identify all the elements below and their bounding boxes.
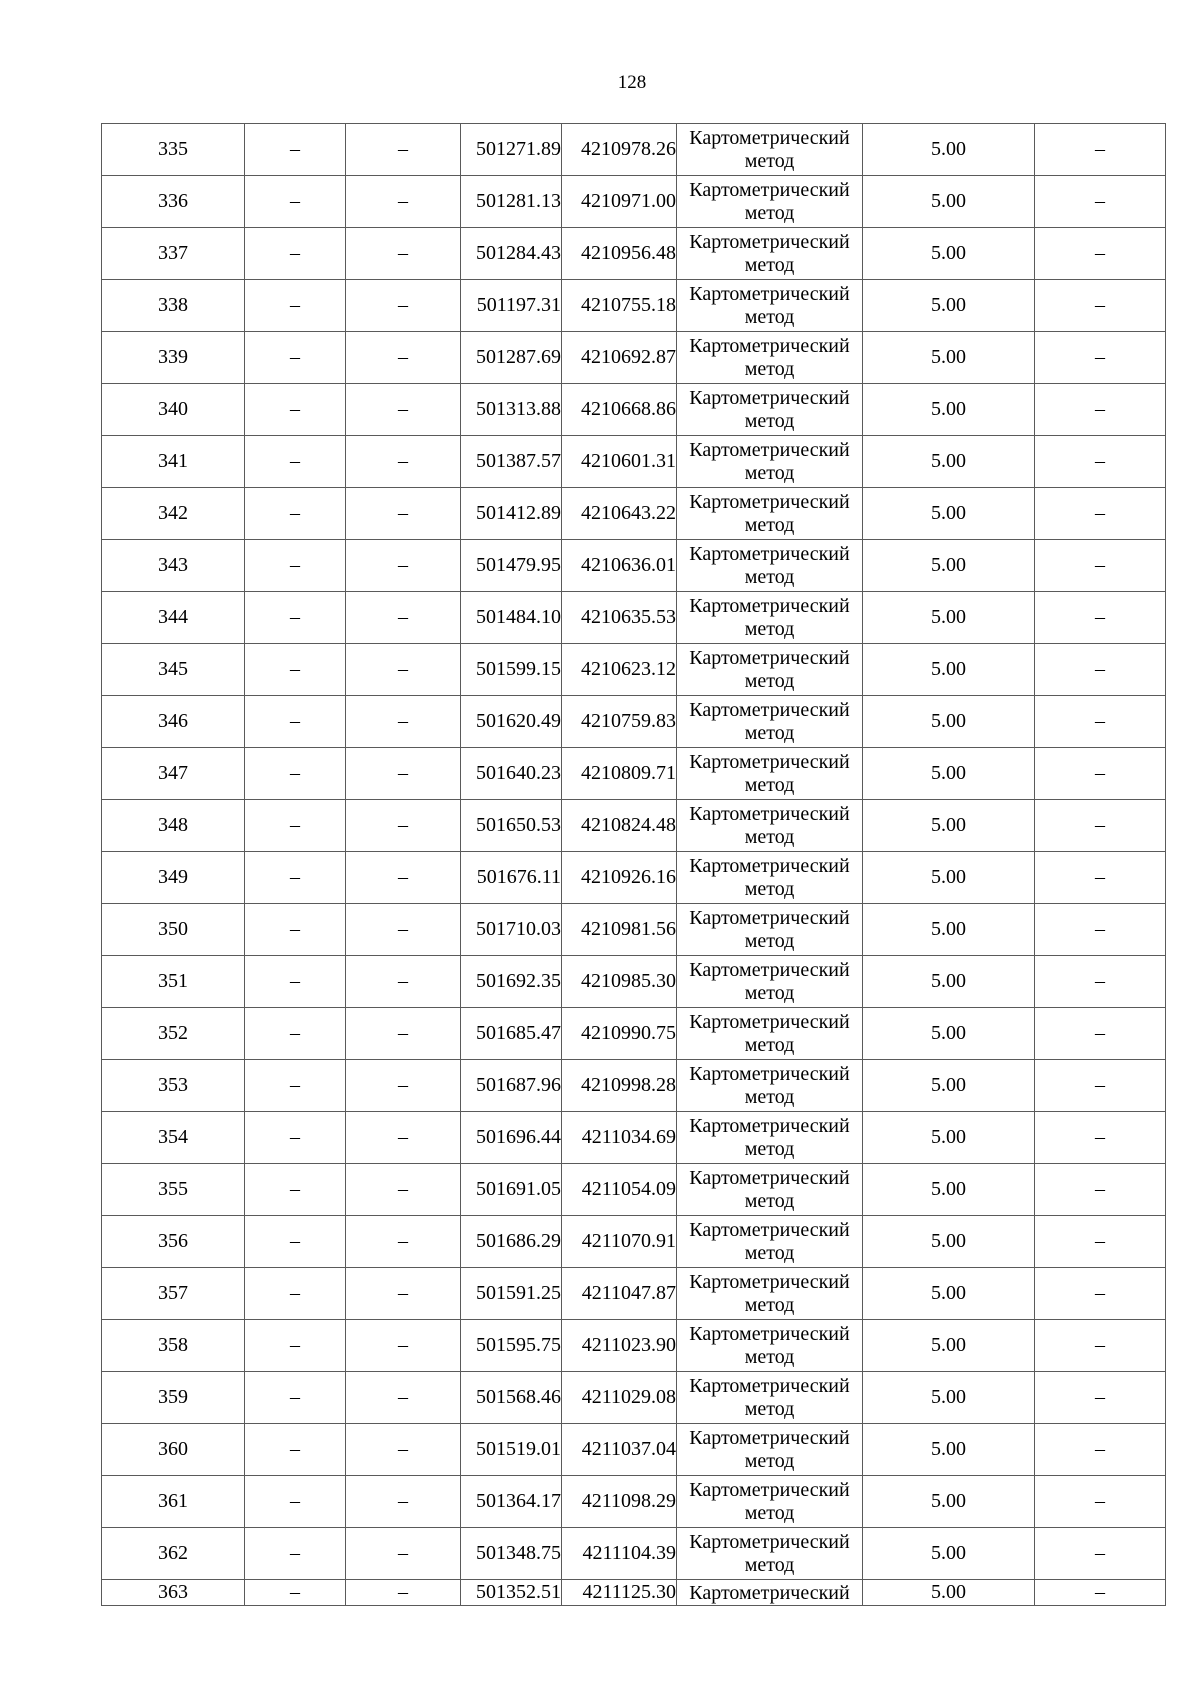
table-body <box>102 124 1166 1606</box>
point-number-cell: 356 <box>102 1216 245 1268</box>
dash-cell: – <box>245 1580 346 1606</box>
point-number-cell: 349 <box>102 852 245 904</box>
table-row <box>102 696 1166 748</box>
accuracy-cell: 5.00 <box>863 280 1035 332</box>
dash-cell: – <box>245 1112 346 1164</box>
coordinate-y-cell: 4211037.04 <box>562 1424 677 1476</box>
point-number-cell: 355 <box>102 1164 245 1216</box>
dash-cell: – <box>245 1164 346 1216</box>
coordinate-x-cell: 501691.05 <box>461 1164 562 1216</box>
table-row <box>102 1268 1166 1320</box>
accuracy-cell: 5.00 <box>863 1216 1035 1268</box>
method-cell: Картометрический метод <box>677 748 863 800</box>
method-cell: Картометрический <box>677 1580 863 1606</box>
accuracy-cell: 5.00 <box>863 696 1035 748</box>
table-row <box>102 1060 1166 1112</box>
coordinate-x-cell: 501591.25 <box>461 1268 562 1320</box>
dash-cell: – <box>1035 1060 1166 1112</box>
coordinate-x-cell: 501685.47 <box>461 1008 562 1060</box>
table-row <box>102 800 1166 852</box>
coordinate-x-cell: 501595.75 <box>461 1320 562 1372</box>
point-number-cell: 350 <box>102 904 245 956</box>
accuracy-cell: 5.00 <box>863 1060 1035 1112</box>
table-row <box>102 1112 1166 1164</box>
coordinate-y-cell: 4210809.71 <box>562 748 677 800</box>
table-row <box>102 956 1166 1008</box>
table-row <box>102 852 1166 904</box>
dash-cell: – <box>245 1320 346 1372</box>
dash-cell: – <box>346 384 461 436</box>
point-number-cell: 348 <box>102 800 245 852</box>
dash-cell: – <box>245 280 346 332</box>
table-row <box>102 1580 1166 1606</box>
point-number-cell: 361 <box>102 1476 245 1528</box>
coordinates-table <box>101 123 1166 1606</box>
table-row <box>102 748 1166 800</box>
coordinate-y-cell: 4211029.08 <box>562 1372 677 1424</box>
table-row <box>102 436 1166 488</box>
table-row <box>102 332 1166 384</box>
dash-cell: – <box>346 748 461 800</box>
method-cell: Картометрический метод <box>677 1372 863 1424</box>
coordinate-x-cell: 501599.15 <box>461 644 562 696</box>
dash-cell: – <box>245 540 346 592</box>
table-row <box>102 1008 1166 1060</box>
dash-cell: – <box>1035 956 1166 1008</box>
accuracy-cell: 5.00 <box>863 332 1035 384</box>
accuracy-cell: 5.00 <box>863 384 1035 436</box>
method-cell: Картометрический метод <box>677 852 863 904</box>
method-cell: Картометрический метод <box>677 540 863 592</box>
coordinate-x-cell: 501284.43 <box>461 228 562 280</box>
dash-cell: – <box>346 800 461 852</box>
coordinate-y-cell: 4210985.30 <box>562 956 677 1008</box>
point-number-cell: 344 <box>102 592 245 644</box>
accuracy-cell: 5.00 <box>863 124 1035 176</box>
accuracy-cell: 5.00 <box>863 540 1035 592</box>
table-row <box>102 1528 1166 1580</box>
dash-cell: – <box>1035 696 1166 748</box>
coordinate-y-cell: 4210990.75 <box>562 1008 677 1060</box>
accuracy-cell: 5.00 <box>863 592 1035 644</box>
table-row <box>102 1320 1166 1372</box>
dash-cell: – <box>245 1476 346 1528</box>
dash-cell: – <box>1035 124 1166 176</box>
method-cell: Картометрический метод <box>677 1112 863 1164</box>
accuracy-cell: 5.00 <box>863 644 1035 696</box>
dash-cell: – <box>245 1372 346 1424</box>
dash-cell: – <box>346 1008 461 1060</box>
point-number-cell: 339 <box>102 332 245 384</box>
dash-cell: – <box>346 540 461 592</box>
accuracy-cell: 5.00 <box>863 1268 1035 1320</box>
dash-cell: – <box>245 592 346 644</box>
dash-cell: – <box>346 592 461 644</box>
dash-cell: – <box>1035 1320 1166 1372</box>
method-cell: Картометрический метод <box>677 1268 863 1320</box>
coordinate-y-cell: 4210601.31 <box>562 436 677 488</box>
point-number-cell: 335 <box>102 124 245 176</box>
dash-cell: – <box>1035 228 1166 280</box>
point-number-cell: 346 <box>102 696 245 748</box>
point-number-cell: 338 <box>102 280 245 332</box>
coordinate-y-cell: 4210623.12 <box>562 644 677 696</box>
coordinate-x-cell: 501676.11 <box>461 852 562 904</box>
point-number-cell: 345 <box>102 644 245 696</box>
coordinate-x-cell: 501640.23 <box>461 748 562 800</box>
accuracy-cell: 5.00 <box>863 1164 1035 1216</box>
coordinate-y-cell: 4210998.28 <box>562 1060 677 1112</box>
coordinate-x-cell: 501620.49 <box>461 696 562 748</box>
point-number-cell: 354 <box>102 1112 245 1164</box>
dash-cell: – <box>1035 592 1166 644</box>
dash-cell: – <box>245 1424 346 1476</box>
coordinate-y-cell: 4211023.90 <box>562 1320 677 1372</box>
dash-cell: – <box>1035 176 1166 228</box>
dash-cell: – <box>346 1060 461 1112</box>
coordinate-y-cell: 4210643.22 <box>562 488 677 540</box>
dash-cell: – <box>1035 1476 1166 1528</box>
dash-cell: – <box>1035 1164 1166 1216</box>
coordinate-x-cell: 501197.31 <box>461 280 562 332</box>
method-cell: Картометрический метод <box>677 436 863 488</box>
table-row <box>102 1216 1166 1268</box>
dash-cell: – <box>1035 644 1166 696</box>
dash-cell: – <box>1035 436 1166 488</box>
method-cell: Картометрический метод <box>677 176 863 228</box>
accuracy-cell: 5.00 <box>863 1112 1035 1164</box>
dash-cell: – <box>346 332 461 384</box>
dash-cell: – <box>1035 488 1166 540</box>
dash-cell: – <box>1035 332 1166 384</box>
dash-cell: – <box>1035 280 1166 332</box>
accuracy-cell: 5.00 <box>863 1008 1035 1060</box>
coordinate-x-cell: 501281.13 <box>461 176 562 228</box>
table-row <box>102 1424 1166 1476</box>
coordinate-x-cell: 501364.17 <box>461 1476 562 1528</box>
coordinate-y-cell: 4211098.29 <box>562 1476 677 1528</box>
coordinate-x-cell: 501287.69 <box>461 332 562 384</box>
point-number-cell: 347 <box>102 748 245 800</box>
point-number-cell: 363 <box>102 1580 245 1606</box>
accuracy-cell: 5.00 <box>863 1424 1035 1476</box>
method-cell: Картометрический метод <box>677 1528 863 1580</box>
coordinate-y-cell: 4210956.48 <box>562 228 677 280</box>
accuracy-cell: 5.00 <box>863 1372 1035 1424</box>
dash-cell: – <box>245 1060 346 1112</box>
dash-cell: – <box>346 228 461 280</box>
dash-cell: – <box>346 1164 461 1216</box>
dash-cell: – <box>1035 384 1166 436</box>
dash-cell: – <box>346 1320 461 1372</box>
accuracy-cell: 5.00 <box>863 488 1035 540</box>
accuracy-cell: 5.00 <box>863 1320 1035 1372</box>
accuracy-cell: 5.00 <box>863 800 1035 852</box>
accuracy-cell: 5.00 <box>863 904 1035 956</box>
method-cell: Картометрический метод <box>677 592 863 644</box>
dash-cell: – <box>346 696 461 748</box>
table-row <box>102 124 1166 176</box>
dash-cell: – <box>346 904 461 956</box>
point-number-cell: 343 <box>102 540 245 592</box>
coordinate-x-cell: 501686.29 <box>461 1216 562 1268</box>
dash-cell: – <box>346 488 461 540</box>
dash-cell: – <box>346 1580 461 1606</box>
method-cell: Картометрический метод <box>677 488 863 540</box>
dash-cell: – <box>1035 1372 1166 1424</box>
dash-cell: – <box>1035 1112 1166 1164</box>
method-cell: Картометрический метод <box>677 228 863 280</box>
coordinate-x-cell: 501710.03 <box>461 904 562 956</box>
dash-cell: – <box>1035 540 1166 592</box>
dash-cell: – <box>245 1268 346 1320</box>
point-number-cell: 359 <box>102 1372 245 1424</box>
method-cell: Картометрический метод <box>677 644 863 696</box>
dash-cell: – <box>245 800 346 852</box>
dash-cell: – <box>346 644 461 696</box>
point-number-cell: 342 <box>102 488 245 540</box>
dash-cell: – <box>1035 800 1166 852</box>
dash-cell: – <box>346 956 461 1008</box>
coordinate-y-cell: 4210635.53 <box>562 592 677 644</box>
method-cell: Картометрический метод <box>677 1424 863 1476</box>
coordinate-y-cell: 4210668.86 <box>562 384 677 436</box>
method-cell: Картометрический метод <box>677 1060 863 1112</box>
dash-cell: – <box>245 436 346 488</box>
point-number-cell: 340 <box>102 384 245 436</box>
table-row <box>102 644 1166 696</box>
table-row <box>102 904 1166 956</box>
point-number-cell: 351 <box>102 956 245 1008</box>
dash-cell: – <box>1035 1580 1166 1606</box>
dash-cell: – <box>1035 852 1166 904</box>
coordinate-x-cell: 501692.35 <box>461 956 562 1008</box>
dash-cell: – <box>245 1528 346 1580</box>
accuracy-cell: 5.00 <box>863 1476 1035 1528</box>
dash-cell: – <box>245 1008 346 1060</box>
page-number: 128 <box>617 72 647 93</box>
dash-cell: – <box>346 852 461 904</box>
method-cell: Картометрический метод <box>677 956 863 1008</box>
dash-cell: – <box>346 1216 461 1268</box>
point-number-cell: 360 <box>102 1424 245 1476</box>
method-cell: Картометрический метод <box>677 332 863 384</box>
dash-cell: – <box>346 1528 461 1580</box>
dash-cell: – <box>346 124 461 176</box>
coordinate-y-cell: 4211070.91 <box>562 1216 677 1268</box>
dash-cell: – <box>1035 904 1166 956</box>
method-cell: Картометрический метод <box>677 696 863 748</box>
dash-cell: – <box>346 1372 461 1424</box>
coordinate-x-cell: 501687.96 <box>461 1060 562 1112</box>
coordinate-x-cell: 501352.51 <box>461 1580 562 1606</box>
accuracy-cell: 5.00 <box>863 228 1035 280</box>
dash-cell: – <box>346 1476 461 1528</box>
coordinate-y-cell: 4210978.26 <box>562 124 677 176</box>
method-cell: Картометрический метод <box>677 1216 863 1268</box>
coordinate-y-cell: 4211034.69 <box>562 1112 677 1164</box>
coordinate-y-cell: 4210971.00 <box>562 176 677 228</box>
coordinate-y-cell: 4210755.18 <box>562 280 677 332</box>
coordinate-y-cell: 4211047.87 <box>562 1268 677 1320</box>
coordinate-x-cell: 501387.57 <box>461 436 562 488</box>
dash-cell: – <box>346 436 461 488</box>
dash-cell: – <box>346 1112 461 1164</box>
point-number-cell: 357 <box>102 1268 245 1320</box>
point-number-cell: 362 <box>102 1528 245 1580</box>
dash-cell: – <box>245 852 346 904</box>
coordinate-x-cell: 501484.10 <box>461 592 562 644</box>
dash-cell: – <box>245 748 346 800</box>
dash-cell: – <box>346 1268 461 1320</box>
coordinate-y-cell: 4210824.48 <box>562 800 677 852</box>
dash-cell: – <box>245 332 346 384</box>
method-cell: Картометрический метод <box>677 1164 863 1216</box>
coordinate-x-cell: 501696.44 <box>461 1112 562 1164</box>
coordinate-y-cell: 4210926.16 <box>562 852 677 904</box>
dash-cell: – <box>245 384 346 436</box>
dash-cell: – <box>1035 1528 1166 1580</box>
dash-cell: – <box>245 644 346 696</box>
method-cell: Картометрический метод <box>677 124 863 176</box>
dash-cell: – <box>346 280 461 332</box>
accuracy-cell: 5.00 <box>863 1528 1035 1580</box>
coordinate-y-cell: 4210692.87 <box>562 332 677 384</box>
coordinate-y-cell: 4211104.39 <box>562 1528 677 1580</box>
method-cell: Картометрический метод <box>677 1320 863 1372</box>
point-number-cell: 358 <box>102 1320 245 1372</box>
dash-cell: – <box>245 904 346 956</box>
coordinate-x-cell: 501479.95 <box>461 540 562 592</box>
point-number-cell: 353 <box>102 1060 245 1112</box>
coordinate-y-cell: 4211125.30 <box>562 1580 677 1606</box>
dash-cell: – <box>245 228 346 280</box>
table-row <box>102 488 1166 540</box>
dash-cell: – <box>1035 748 1166 800</box>
dash-cell: – <box>245 956 346 1008</box>
accuracy-cell: 5.00 <box>863 1580 1035 1606</box>
table-row <box>102 176 1166 228</box>
method-cell: Картометрический метод <box>677 1008 863 1060</box>
table-row <box>102 1476 1166 1528</box>
dash-cell: – <box>346 1424 461 1476</box>
coordinate-x-cell: 501313.88 <box>461 384 562 436</box>
dash-cell: – <box>1035 1008 1166 1060</box>
dash-cell: – <box>1035 1424 1166 1476</box>
accuracy-cell: 5.00 <box>863 956 1035 1008</box>
dash-cell: – <box>1035 1268 1166 1320</box>
dash-cell: – <box>245 488 346 540</box>
coordinate-x-cell: 501568.46 <box>461 1372 562 1424</box>
table-row <box>102 540 1166 592</box>
table-row <box>102 1372 1166 1424</box>
coordinate-x-cell: 501348.75 <box>461 1528 562 1580</box>
table-row <box>102 592 1166 644</box>
table-row <box>102 384 1166 436</box>
method-cell: Картометрический метод <box>677 280 863 332</box>
point-number-cell: 352 <box>102 1008 245 1060</box>
coordinate-y-cell: 4210759.83 <box>562 696 677 748</box>
dash-cell: – <box>1035 1216 1166 1268</box>
coordinate-y-cell: 4210981.56 <box>562 904 677 956</box>
method-cell: Картометрический метод <box>677 384 863 436</box>
dash-cell: – <box>245 176 346 228</box>
point-number-cell: 336 <box>102 176 245 228</box>
point-number-cell: 341 <box>102 436 245 488</box>
table-row <box>102 280 1166 332</box>
accuracy-cell: 5.00 <box>863 176 1035 228</box>
coordinate-x-cell: 501271.89 <box>461 124 562 176</box>
dash-cell: – <box>245 124 346 176</box>
accuracy-cell: 5.00 <box>863 748 1035 800</box>
coordinate-y-cell: 4211054.09 <box>562 1164 677 1216</box>
table-row <box>102 228 1166 280</box>
method-cell: Картометрический метод <box>677 800 863 852</box>
dash-cell: – <box>245 696 346 748</box>
dash-cell: – <box>245 1216 346 1268</box>
coordinate-y-cell: 4210636.01 <box>562 540 677 592</box>
table-row <box>102 1164 1166 1216</box>
method-cell: Картометрический метод <box>677 904 863 956</box>
coordinate-x-cell: 501412.89 <box>461 488 562 540</box>
accuracy-cell: 5.00 <box>863 436 1035 488</box>
accuracy-cell: 5.00 <box>863 852 1035 904</box>
coordinate-x-cell: 501650.53 <box>461 800 562 852</box>
dash-cell: – <box>346 176 461 228</box>
point-number-cell: 337 <box>102 228 245 280</box>
coordinate-x-cell: 501519.01 <box>461 1424 562 1476</box>
method-cell: Картометрический метод <box>677 1476 863 1528</box>
